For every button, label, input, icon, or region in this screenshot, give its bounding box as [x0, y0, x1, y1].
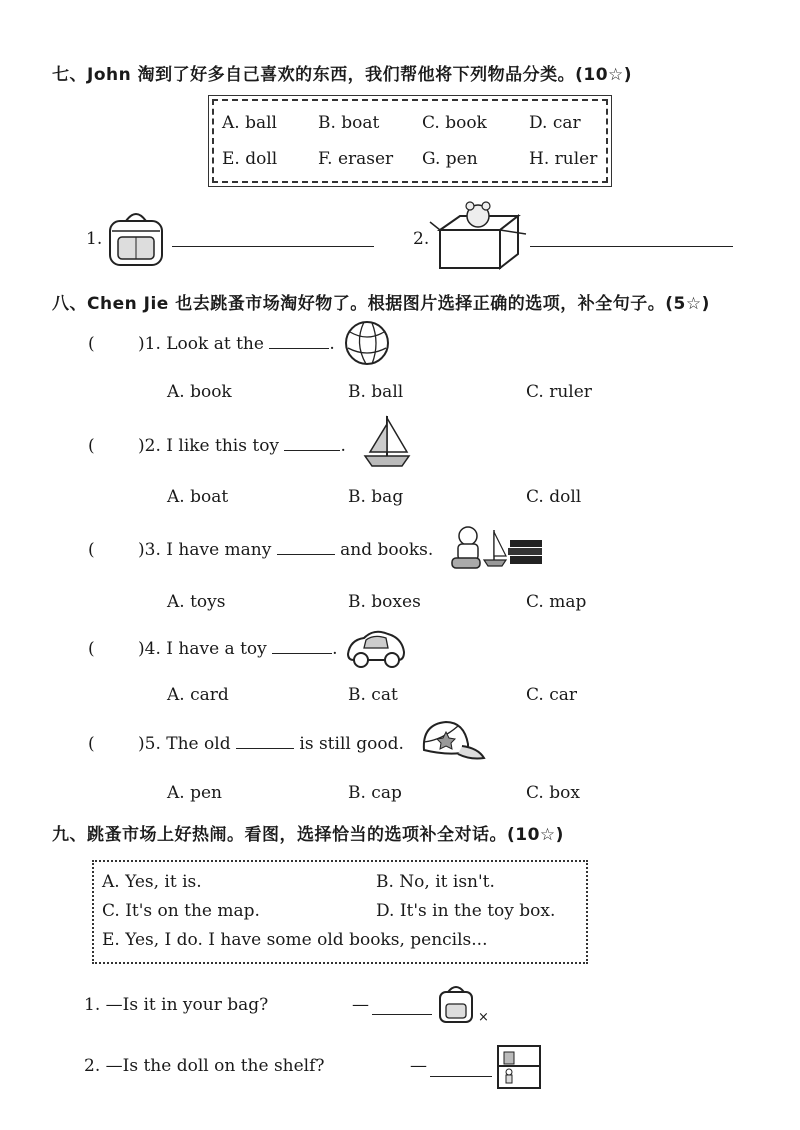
answer-line[interactable]	[172, 246, 374, 247]
answer-paren-close: )	[138, 540, 145, 560]
answer-paren-open[interactable]: (	[88, 734, 95, 754]
question-sentence	[138, 734, 404, 754]
fill-blank[interactable]	[236, 747, 294, 749]
question-text: 5. The old	[144, 734, 231, 754]
answer-line[interactable]	[372, 1014, 432, 1015]
section7-word-box	[212, 99, 608, 183]
option: C. ruler	[526, 382, 592, 402]
answer-paren-close: )	[138, 436, 145, 456]
question-text: 2. I like this toy	[144, 436, 280, 456]
dialog-dash: —	[410, 1056, 427, 1076]
question-tail: .	[332, 639, 338, 659]
dialog-option: D. It's in the toy box.	[376, 901, 556, 921]
answer-paren-close: )	[138, 734, 145, 754]
question-tail: .	[329, 334, 335, 354]
question-sentence	[138, 436, 346, 456]
fill-blank[interactable]	[272, 652, 332, 654]
toy-box-icon	[430, 200, 530, 272]
word-option: G. pen	[422, 149, 478, 169]
word-option: D. car	[529, 113, 581, 133]
dialog-question: 2. —Is the doll on the shelf?	[84, 1056, 325, 1076]
word-option: B. boat	[318, 113, 380, 133]
option: A. pen	[167, 783, 222, 803]
option: C. car	[526, 685, 577, 705]
item-number: 2.	[413, 229, 430, 249]
option: A. card	[167, 685, 229, 705]
answer-paren-open[interactable]: (	[88, 334, 95, 354]
toy-car-icon	[344, 626, 408, 670]
section8-title: 八、Chen Jie 也去跳蚤市场淘好物了。根据图片选择正确的选项，补全句子。(5☆)	[52, 294, 710, 314]
answer-paren-open[interactable]: (	[88, 639, 95, 659]
fill-blank[interactable]	[277, 553, 335, 555]
question-tail: is still good.	[299, 734, 404, 754]
section9-title: 九、跳蚤市场上好热闹。看图，选择恰当的选项补全对话。(10☆)	[52, 825, 564, 845]
dialog-option: C. It's on the map.	[102, 901, 260, 921]
fill-blank[interactable]	[284, 449, 340, 451]
schoolbag-icon	[102, 207, 172, 269]
question-text: 1. Look at the	[144, 334, 264, 354]
shelf-icon	[496, 1044, 544, 1090]
option: C. doll	[526, 487, 582, 507]
option: A. toys	[167, 592, 226, 612]
option: B. cat	[348, 685, 398, 705]
answer-paren-open[interactable]: (	[88, 436, 95, 456]
cross-mark: ×	[478, 1010, 489, 1025]
section7-title: 七、John 淘到了好多自己喜欢的东西，我们帮他将下列物品分类。(10☆)	[52, 65, 633, 85]
option: B. boxes	[348, 592, 421, 612]
question-text: 3. I have many	[144, 540, 272, 560]
dialog-option: A. Yes, it is.	[102, 872, 202, 892]
sailboat-icon	[362, 414, 412, 472]
option: B. ball	[348, 382, 404, 402]
dialog-option: B. No, it isn't.	[376, 872, 495, 892]
fill-blank[interactable]	[269, 347, 329, 349]
word-option: F. eraser	[318, 149, 394, 169]
dialog-option: E. Yes, I do. I have some old books, pencils...	[102, 930, 488, 950]
option: C. box	[526, 783, 580, 803]
word-option: H. ruler	[529, 149, 598, 169]
answer-paren-open[interactable]: (	[88, 540, 95, 560]
answer-line[interactable]	[530, 246, 733, 247]
question-tail: .	[340, 436, 346, 456]
answer-line[interactable]	[430, 1076, 492, 1077]
question-tail: and books.	[340, 540, 434, 560]
question-text: 4. I have a toy	[144, 639, 267, 659]
question-sentence	[138, 334, 335, 354]
answer-paren-close: )	[138, 334, 145, 354]
dialog-question: 1. —Is it in your bag?	[84, 995, 269, 1015]
dialog-dash: —	[352, 995, 369, 1015]
option: B. bag	[348, 487, 404, 507]
ball-icon	[344, 320, 390, 366]
word-option: C. book	[422, 113, 487, 133]
option: C. map	[526, 592, 587, 612]
word-option: A. ball	[222, 113, 277, 133]
cap-icon	[418, 716, 486, 768]
answer-paren-close: )	[138, 639, 145, 659]
word-option: E. doll	[222, 149, 278, 169]
toys-and-books-icon	[446, 522, 546, 572]
question-sentence	[138, 540, 433, 560]
option: B. cap	[348, 783, 402, 803]
bag-with-cross-icon	[436, 982, 480, 1026]
option: A. book	[167, 382, 232, 402]
question-sentence	[138, 639, 338, 659]
option: A. boat	[167, 487, 229, 507]
item-number: 1.	[86, 229, 103, 249]
